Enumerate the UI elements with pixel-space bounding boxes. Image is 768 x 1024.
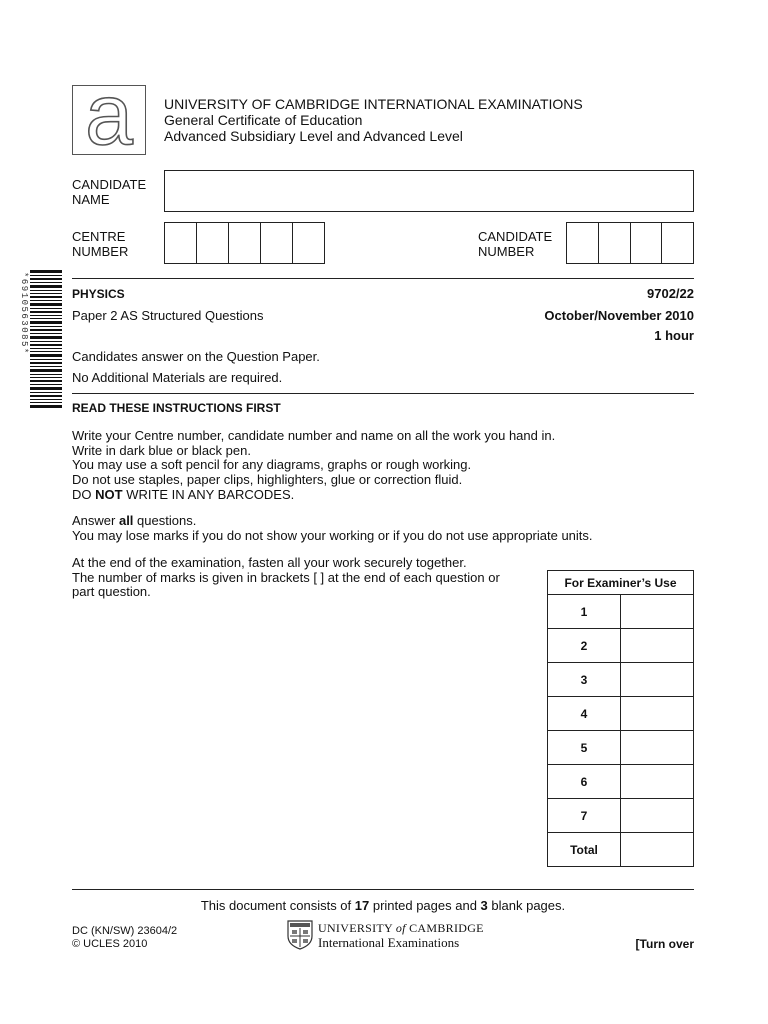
instruction-line: Do not use staples, paper clips, highlighters, glue or correction fluid.	[72, 472, 463, 487]
centre-number-label-2: NUMBER	[72, 244, 129, 259]
barcode-instruction-post: WRITE IN ANY BARCODES.	[122, 487, 295, 502]
paper-title: Paper 2 AS Structured Questions	[72, 308, 264, 323]
header-title-line1: UNIVERSITY OF CAMBRIDGE INTERNATIONAL EXAMINATIONS	[164, 96, 583, 112]
mark-cell[interactable]	[621, 799, 694, 833]
candidate-name-label-1: CANDIDATE	[72, 177, 147, 192]
university-wordmark-line1	[318, 921, 484, 936]
wordmark-of: of	[395, 921, 406, 935]
page-count-post: blank pages.	[487, 898, 566, 913]
barcode	[30, 270, 62, 410]
candidate-number-cell[interactable]	[631, 223, 663, 263]
instruction-line: Write your Centre number, candidate number and name on all the work you hand in.	[72, 428, 556, 443]
question-number: 6	[548, 765, 621, 799]
marks-warning: You may lose marks if you do not show your working or if you do not use appropriate units.	[72, 528, 593, 543]
end-instruction-line2: The number of marks is given in brackets [ ] at the end of each question or	[72, 570, 500, 585]
divider-middle	[72, 393, 694, 394]
instructions-heading: READ THESE INSTRUCTIONS FIRST	[72, 401, 281, 415]
candidate-name-label-2: NAME	[72, 192, 110, 207]
materials-note: No Additional Materials are required.	[72, 370, 283, 385]
answer-instruction-bold: all	[118, 513, 134, 528]
answer-instruction-pre: Answer	[72, 513, 119, 528]
logo-letter: a	[85, 67, 133, 163]
candidate-number-cell[interactable]	[599, 223, 631, 263]
question-number: 3	[548, 663, 621, 697]
exam-session: October/November 2010	[544, 308, 694, 323]
mark-cell[interactable]	[621, 697, 694, 731]
printed-pages-count: 17	[354, 898, 370, 913]
table-row	[548, 663, 694, 697]
candidate-number-label-2: NUMBER	[478, 244, 535, 259]
wordmark-pre: UNIVERSITY	[318, 921, 396, 935]
question-number: 1	[548, 595, 621, 629]
divider-bottom	[72, 889, 694, 890]
mark-cell[interactable]	[621, 765, 694, 799]
examiner-table-heading: For Examiner’s Use	[548, 571, 694, 595]
university-wordmark-line2: International Examinations	[318, 935, 460, 950]
answer-instruction	[72, 513, 196, 528]
instruction-line: Write in dark blue or black pen.	[72, 443, 251, 458]
total-cell[interactable]	[621, 833, 694, 867]
question-number: 2	[548, 629, 621, 663]
centre-number-field[interactable]	[164, 222, 325, 264]
answer-instruction-post: questions.	[133, 513, 197, 528]
cambridge-shield-icon	[287, 920, 313, 950]
mark-cell[interactable]	[621, 731, 694, 765]
copyright-note: © UCLES 2010	[72, 938, 148, 950]
question-number: 5	[548, 731, 621, 765]
question-number: 4	[548, 697, 621, 731]
centre-number-cell[interactable]	[261, 223, 293, 263]
centre-number-cell[interactable]	[229, 223, 261, 263]
exam-duration: 1 hour	[654, 328, 694, 343]
barcode-digits: *6910563085*	[19, 272, 29, 355]
answer-note: Candidates answer on the Question Paper.	[72, 349, 320, 364]
centre-number-cell[interactable]	[293, 223, 324, 263]
table-row	[548, 595, 694, 629]
total-label: Total	[548, 833, 621, 867]
question-number: 7	[548, 799, 621, 833]
examiner-use-table	[547, 570, 694, 867]
candidate-name-field[interactable]	[164, 170, 694, 212]
end-instruction-line3: part question.	[72, 584, 151, 599]
table-row	[548, 629, 694, 663]
divider-top	[72, 278, 694, 279]
table-row	[548, 833, 694, 867]
header-title-line2: General Certificate of Education	[164, 112, 363, 128]
subject-title: PHYSICS	[72, 287, 125, 301]
candidate-number-cell[interactable]	[567, 223, 599, 263]
cambridge-a-logo	[72, 67, 146, 163]
barcode-instruction-bold: NOT	[95, 487, 123, 502]
blank-pages-count: 3	[480, 898, 488, 913]
barcode-instruction-pre: DO	[72, 487, 96, 502]
mark-cell[interactable]	[621, 629, 694, 663]
header-title-line3: Advanced Subsidiary Level and Advanced Level	[164, 128, 463, 144]
page-count-mid: printed pages and	[369, 898, 481, 913]
candidate-number-cell[interactable]	[662, 223, 693, 263]
table-row	[548, 765, 694, 799]
centre-number-cell[interactable]	[165, 223, 197, 263]
candidate-number-field[interactable]	[566, 222, 694, 264]
page-count-note	[72, 898, 694, 913]
barcode-instruction	[72, 487, 294, 502]
end-instruction-line1: At the end of the examination, fasten all your work securely together.	[72, 555, 467, 570]
table-row	[548, 697, 694, 731]
mark-cell[interactable]	[621, 663, 694, 697]
turn-over-note: [Turn over	[635, 937, 694, 951]
instruction-line: You may use a soft pencil for any diagrams, graphs or rough working.	[72, 457, 472, 472]
centre-number-cell[interactable]	[197, 223, 229, 263]
candidate-number-label-1: CANDIDATE	[478, 229, 553, 244]
table-row	[548, 731, 694, 765]
document-reference: DC (KN/SW) 23604/2	[72, 925, 178, 937]
wordmark-post: CAMBRIDGE	[405, 921, 484, 935]
table-row	[548, 799, 694, 833]
centre-number-label-1: CENTRE	[72, 229, 126, 244]
paper-code: 9702/22	[647, 286, 694, 301]
page-count-pre: This document consists of	[200, 898, 355, 913]
mark-cell[interactable]	[621, 595, 694, 629]
